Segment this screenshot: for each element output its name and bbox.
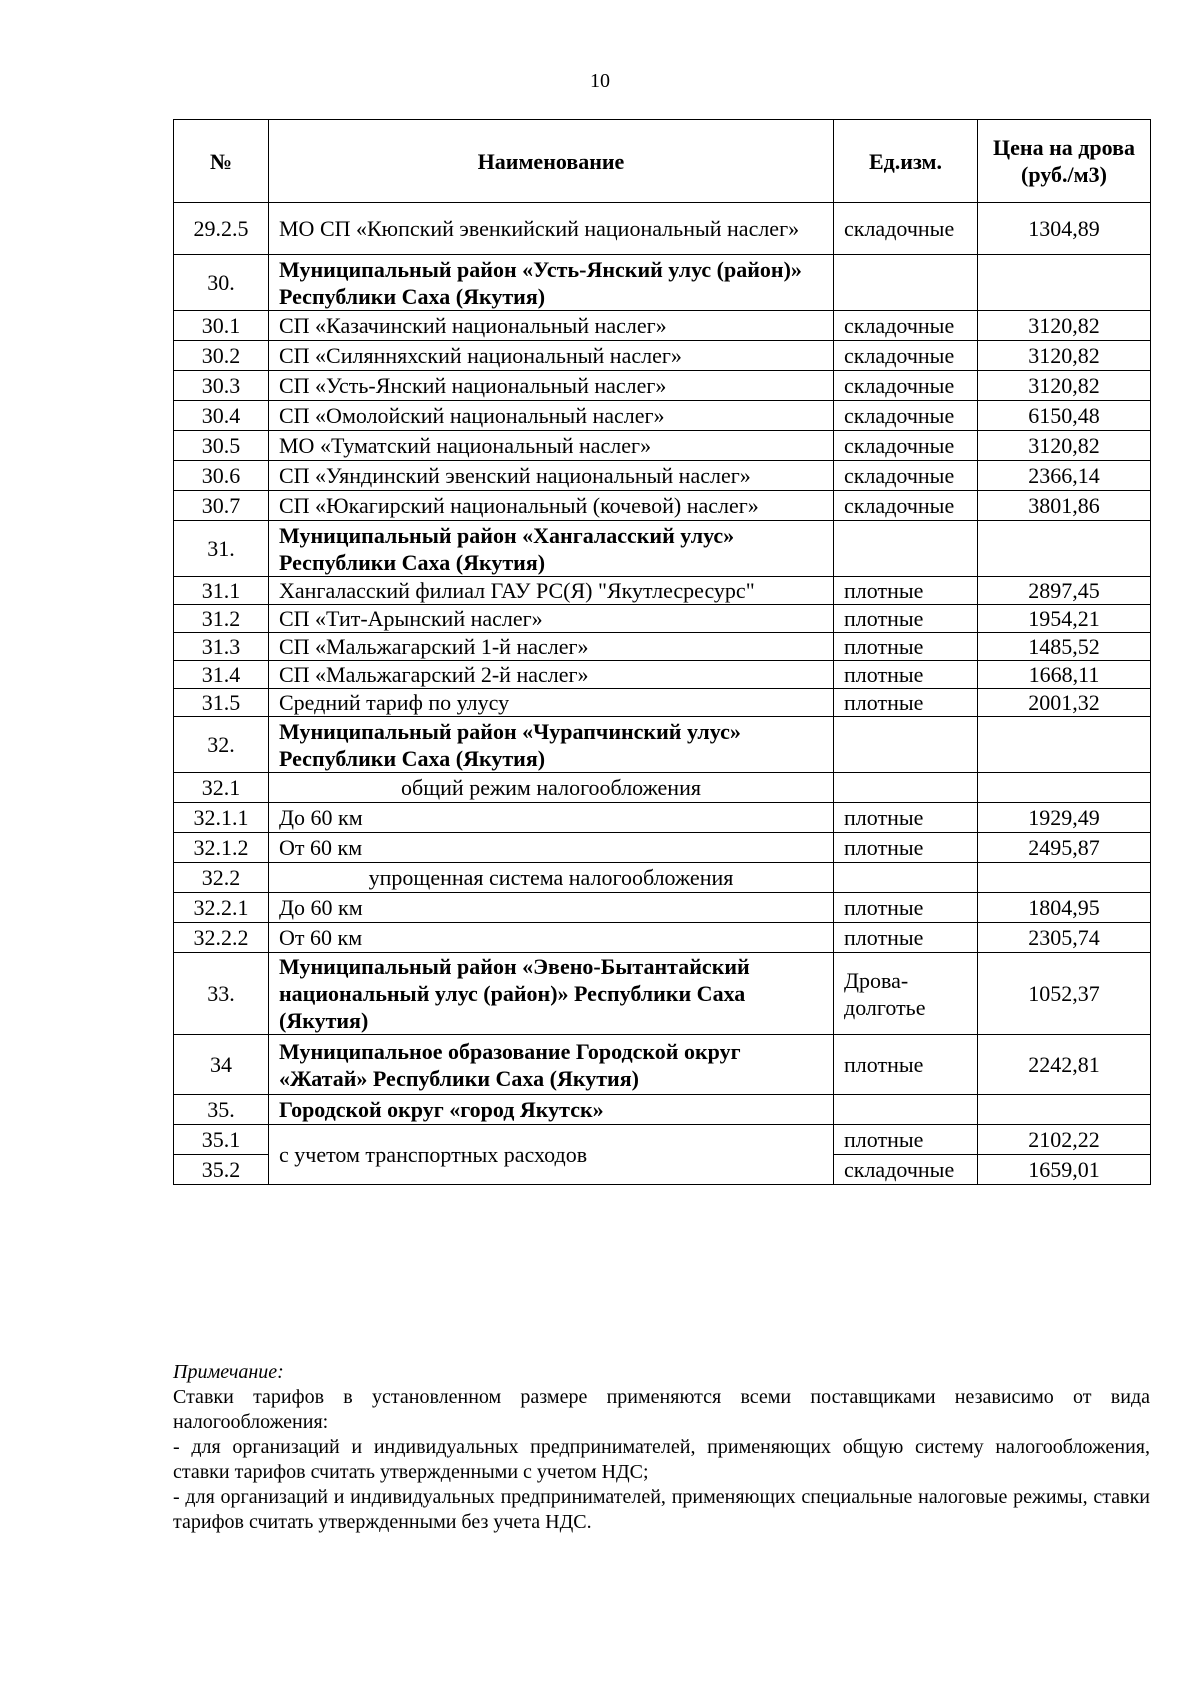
- row-unit: плотные: [834, 833, 978, 863]
- note: [173, 1360, 1150, 1535]
- header-num: №: [174, 120, 269, 203]
- row-name: общий режим налогообложения: [269, 773, 834, 803]
- row-number: 35.: [174, 1095, 269, 1125]
- row-price: 2001,32: [978, 689, 1151, 717]
- table-row: [174, 491, 1151, 521]
- row-number: 30.4: [174, 401, 269, 431]
- row-name: СП «Юкагирский национальный (кочевой) наслег»: [269, 491, 834, 521]
- table-row: [174, 717, 1151, 773]
- row-name: До 60 км: [269, 893, 834, 923]
- row-name: СП «Мальжагарский 1-й наслег»: [269, 633, 834, 661]
- row-price: 3801,86: [978, 491, 1151, 521]
- row-price: 1804,95: [978, 893, 1151, 923]
- row-name: Хангаласский филиал ГАУ РС(Я) "Якутлесресурс": [269, 577, 834, 605]
- row-price: 1304,89: [978, 203, 1151, 255]
- row-price: 1659,01: [978, 1155, 1151, 1185]
- row-number: 33.: [174, 953, 269, 1035]
- row-price: [978, 863, 1151, 893]
- row-name: Средний тариф по улусу: [269, 689, 834, 717]
- note-paragraph-3: - для организаций и индивидуальных предпринимателей, применяющих специальные налоговые режимы, ставки тарифов считать утвержденными без учета НДС.: [173, 1486, 1150, 1533]
- row-unit: складочные: [834, 311, 978, 341]
- row-name: Городской округ «город Якутск»: [269, 1095, 834, 1125]
- row-name: Муниципальный район «Чурапчинский улус» Республики Саха (Якутия): [269, 717, 834, 773]
- row-number: 31.: [174, 521, 269, 577]
- row-name: До 60 км: [269, 803, 834, 833]
- note-paragraph-1: Ставки тарифов в установленном размере применяются всеми поставщиками независимо от вида налогообложения:: [173, 1386, 1150, 1433]
- table-row: [174, 1095, 1151, 1125]
- row-unit: складочные: [834, 461, 978, 491]
- table-row: [174, 341, 1151, 371]
- row-price: 3120,82: [978, 431, 1151, 461]
- row-number: 32.1.2: [174, 833, 269, 863]
- row-price: 6150,48: [978, 401, 1151, 431]
- table-row: [174, 833, 1151, 863]
- row-number: 35.2: [174, 1155, 269, 1185]
- page-number: 10: [590, 70, 610, 92]
- row-unit: плотные: [834, 661, 978, 689]
- row-name: Муниципальный район «Эвено-Бытантайский национальный улус (район)» Республики Саха (Якутия): [269, 953, 834, 1035]
- row-unit: плотные: [834, 803, 978, 833]
- row-unit: складочные: [834, 1155, 978, 1185]
- table-row: [174, 893, 1151, 923]
- row-name: СП «Силянняхский национальный наслег»: [269, 341, 834, 371]
- row-unit: [834, 521, 978, 577]
- table-body: [174, 203, 1151, 1185]
- row-number: 31.3: [174, 633, 269, 661]
- row-unit: [834, 255, 978, 311]
- table-row: [174, 311, 1151, 341]
- table-row: [174, 953, 1151, 1035]
- row-unit: [834, 717, 978, 773]
- row-unit: [834, 1095, 978, 1125]
- header-unit: Ед.изм.: [834, 120, 978, 203]
- table-row: [174, 401, 1151, 431]
- row-unit: складочные: [834, 431, 978, 461]
- table-row: [174, 461, 1151, 491]
- row-number: 34: [174, 1035, 269, 1095]
- table-row: [174, 1035, 1151, 1095]
- row-price: 3120,82: [978, 311, 1151, 341]
- table-row: [174, 577, 1151, 605]
- row-number: 30.7: [174, 491, 269, 521]
- row-unit: складочные: [834, 491, 978, 521]
- row-number: 31.2: [174, 605, 269, 633]
- row-unit: плотные: [834, 1125, 978, 1155]
- table-row: [174, 633, 1151, 661]
- row-price: 2495,87: [978, 833, 1151, 863]
- table-row: [174, 803, 1151, 833]
- row-price: 2102,22: [978, 1125, 1151, 1155]
- row-price: 2897,45: [978, 577, 1151, 605]
- row-name: СП «Мальжагарский 2-й наслег»: [269, 661, 834, 689]
- row-unit: складочные: [834, 371, 978, 401]
- row-number: 30.1: [174, 311, 269, 341]
- row-name: СП «Усть-Янский национальный наслег»: [269, 371, 834, 401]
- row-unit: плотные: [834, 577, 978, 605]
- row-price: 1668,11: [978, 661, 1151, 689]
- row-name: упрощенная система налогообложения: [269, 863, 834, 893]
- row-number: 30.: [174, 255, 269, 311]
- row-number: 29.2.5: [174, 203, 269, 255]
- row-unit: плотные: [834, 605, 978, 633]
- row-number: 30.5: [174, 431, 269, 461]
- row-unit: [834, 773, 978, 803]
- row-name: СП «Уяндинский эвенский национальный наслег»: [269, 461, 834, 491]
- row-number: 30.2: [174, 341, 269, 371]
- row-number: 32.1: [174, 773, 269, 803]
- row-number: 32.: [174, 717, 269, 773]
- row-unit: складочные: [834, 341, 978, 371]
- row-name: От 60 км: [269, 923, 834, 953]
- row-name: с учетом транспортных расходов: [269, 1125, 834, 1185]
- row-number: 32.1.1: [174, 803, 269, 833]
- header-name: Наименование: [269, 120, 834, 203]
- row-price: 2366,14: [978, 461, 1151, 491]
- row-unit: складочные: [834, 401, 978, 431]
- row-name: Муниципальный район «Усть-Янский улус (район)» Республики Саха (Якутия): [269, 255, 834, 311]
- table-row: [174, 689, 1151, 717]
- row-name: СП «Казачинский национальный наслег»: [269, 311, 834, 341]
- table-row: [174, 1125, 1151, 1155]
- note-paragraph-2: - для организаций и индивидуальных предпринимателей, применяющих общую систему налогообложения, ставки тарифов считать утвержденными с учетом НДС;: [173, 1436, 1150, 1483]
- row-price: 1929,49: [978, 803, 1151, 833]
- table-header-row: [174, 120, 1151, 203]
- row-unit: плотные: [834, 633, 978, 661]
- row-name: СП «Тит-Арынский наслег»: [269, 605, 834, 633]
- table-row: [174, 521, 1151, 577]
- row-price: [978, 255, 1151, 311]
- table-row: [174, 773, 1151, 803]
- row-number: 30.3: [174, 371, 269, 401]
- row-number: 35.1: [174, 1125, 269, 1155]
- row-unit: Дрова-долготье: [834, 953, 978, 1035]
- row-unit: складочные: [834, 203, 978, 255]
- row-number: 31.1: [174, 577, 269, 605]
- row-name: Муниципальный район «Хангаласский улус» Республики Саха (Якутия): [269, 521, 834, 577]
- row-price: 1485,52: [978, 633, 1151, 661]
- row-price: 2242,81: [978, 1035, 1151, 1095]
- row-unit: плотные: [834, 1035, 978, 1095]
- row-price: [978, 1095, 1151, 1125]
- note-title: Примечание:: [173, 1361, 284, 1383]
- row-price: 1954,21: [978, 605, 1151, 633]
- row-price: [978, 521, 1151, 577]
- row-unit: плотные: [834, 923, 978, 953]
- row-unit: [834, 863, 978, 893]
- row-name: МО «Туматский национальный наслег»: [269, 431, 834, 461]
- row-name: Муниципальное образование Городской округ «Жатай» Республики Саха (Якутия): [269, 1035, 834, 1095]
- row-price: [978, 717, 1151, 773]
- row-number: 31.5: [174, 689, 269, 717]
- row-price: [978, 773, 1151, 803]
- row-number: 31.4: [174, 661, 269, 689]
- row-name: От 60 км: [269, 833, 834, 863]
- row-number: 30.6: [174, 461, 269, 491]
- row-name: СП «Омолойский национальный наслег»: [269, 401, 834, 431]
- table-row: [174, 661, 1151, 689]
- table-row: [174, 371, 1151, 401]
- table-row: [174, 203, 1151, 255]
- table-row: [174, 605, 1151, 633]
- row-number: 32.2.2: [174, 923, 269, 953]
- row-price: 1052,37: [978, 953, 1151, 1035]
- row-unit: плотные: [834, 893, 978, 923]
- table-row: [174, 923, 1151, 953]
- tariff-table: [173, 119, 1151, 1185]
- table-row: [174, 863, 1151, 893]
- row-unit: плотные: [834, 689, 978, 717]
- row-price: 3120,82: [978, 371, 1151, 401]
- table-row: [174, 255, 1151, 311]
- row-price: 2305,74: [978, 923, 1151, 953]
- row-number: 32.2.1: [174, 893, 269, 923]
- header-price: Цена на дрова (руб./м3): [978, 120, 1151, 203]
- row-name: МО СП «Кюпский эвенкийский национальный наслег»: [269, 203, 834, 255]
- table-row: [174, 431, 1151, 461]
- row-price: 3120,82: [978, 341, 1151, 371]
- row-number: 32.2: [174, 863, 269, 893]
